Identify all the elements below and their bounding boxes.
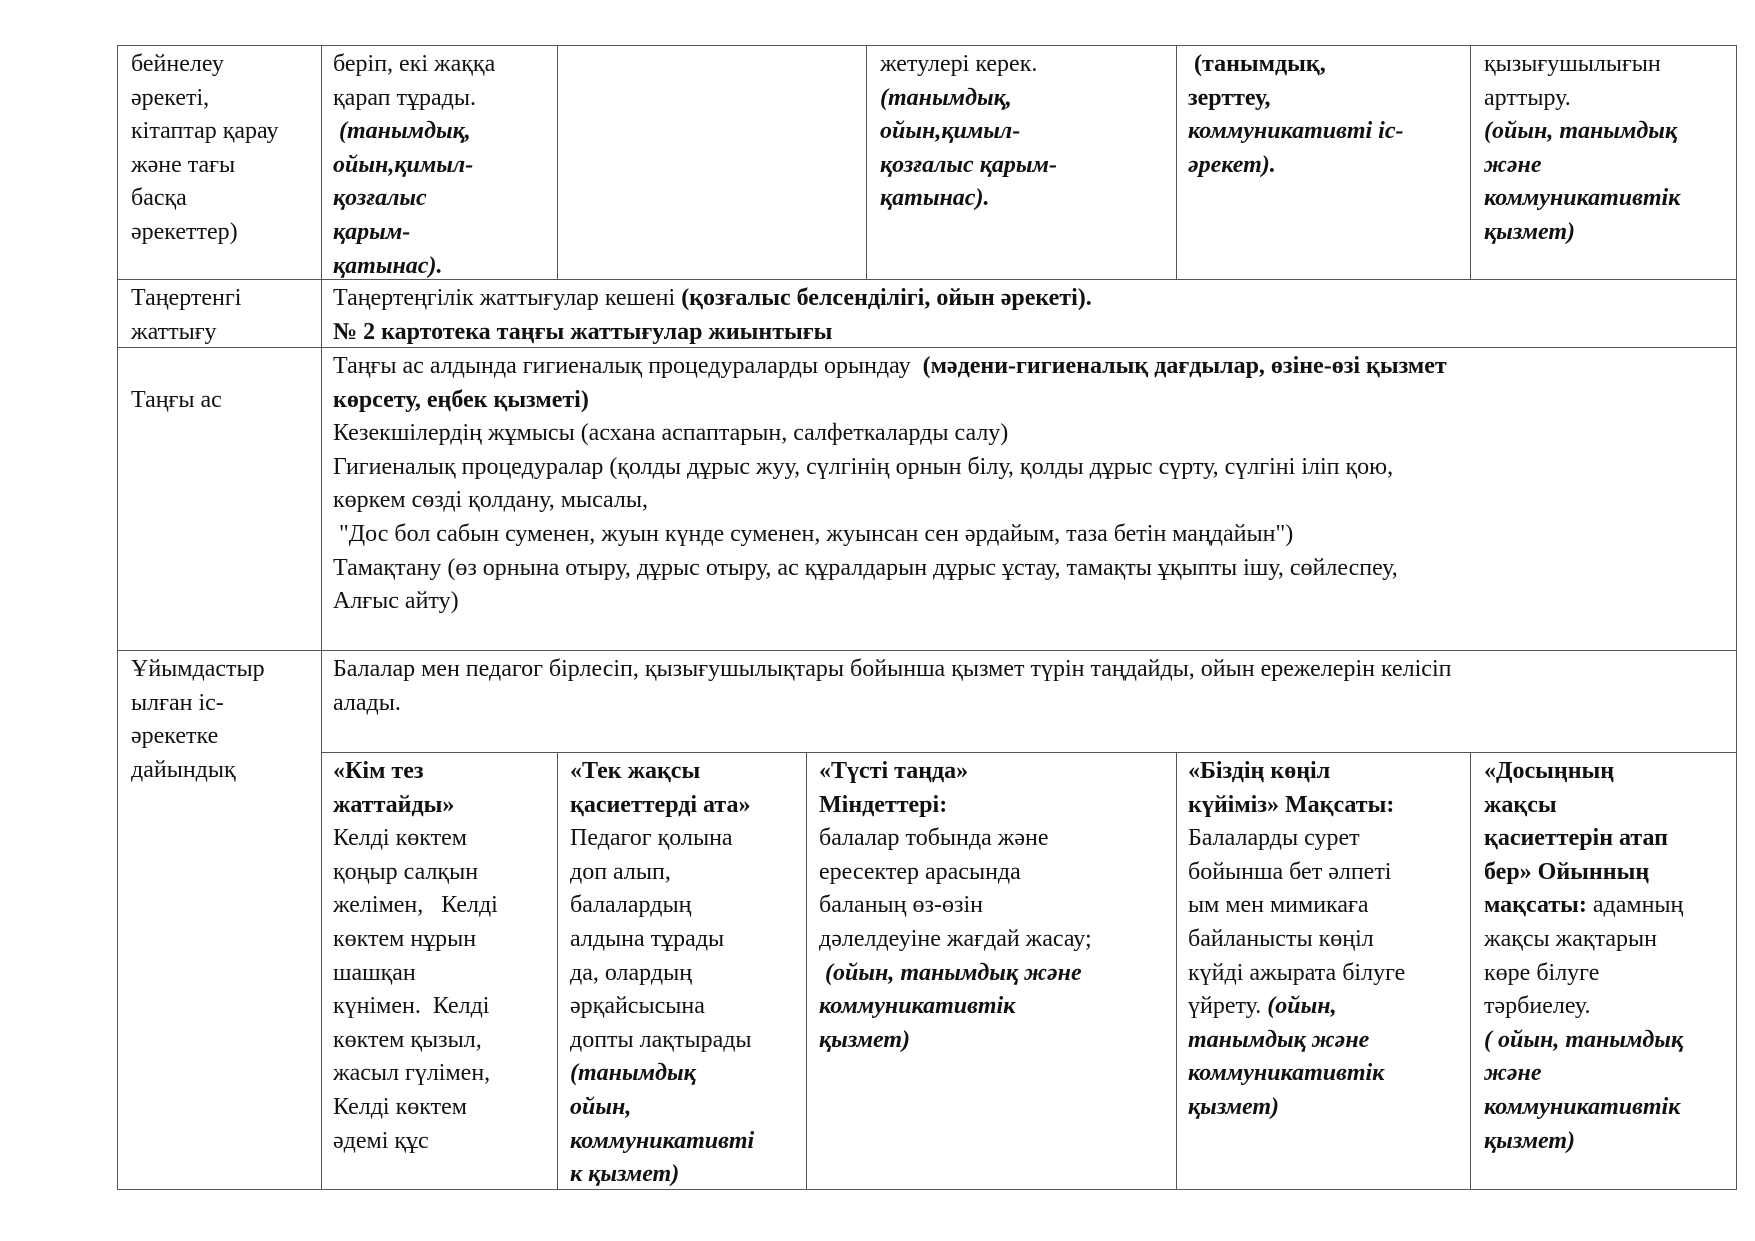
activity-type-note: танымдық және [1188, 1026, 1370, 1053]
cell-text-line: ым мен мимикаға [1188, 892, 1369, 919]
cell-text-line: жақсы жақтарын [1484, 925, 1657, 952]
activity-type-note: (мәдени-гигиеналық дағдылар, өзіне-өзі қызмет [922, 353, 1447, 379]
activity-type-note: коммуникативтік [1484, 1093, 1681, 1120]
morning-exercise-label [131, 282, 241, 349]
game-dosynnyn-zhaksy-kasietterin [1484, 755, 1683, 1158]
activity-type-note: ойын,қимыл- [880, 118, 1021, 145]
cell-text-line: да, олардың [570, 959, 693, 986]
row1-thursday-cell [1188, 48, 1404, 182]
cell-text-line: бейнелеу [131, 51, 224, 77]
organized-activity-intro [333, 653, 1451, 720]
cell-text-line: бойынша бет әлпеті [1188, 858, 1392, 885]
game-goal-label: мақсаты: [1484, 892, 1587, 919]
activity-type-note: коммуникативті [570, 1127, 755, 1154]
row-divider [321, 752, 1737, 753]
poem-line: "Дос бол сабын суменен, жуын күнде суменен, жуынсан сен әрдайым, таза бетін маңдайын") [333, 520, 1294, 547]
activity-type-note: қозғалыс қарым- [880, 151, 1057, 178]
activity-type-note: коммуникативтік [819, 993, 1016, 1020]
exercise-card-title: № 2 картотека таңғы жаттығулар жиынтығы [333, 318, 833, 345]
breakfast-content [333, 350, 1447, 619]
row1-friday-cell [1484, 48, 1680, 250]
activity-type-note: (ойын, [1267, 993, 1337, 1020]
poem-line: күнімен. Келді [333, 993, 490, 1020]
col-divider [557, 45, 558, 279]
table-border-left [117, 45, 118, 1190]
game-title: «Түсті таңда» [819, 758, 969, 784]
row-label-line: жаттығу [131, 318, 217, 345]
poem-line: көктем нұрын [333, 925, 477, 952]
poem-line: әдемі құс [333, 1127, 429, 1154]
game-title: күйіміз» Мақсаты: [1188, 791, 1395, 818]
activity-type-note: (танымдық, [333, 118, 471, 145]
cell-text: адамның [1586, 892, 1684, 919]
activity-type-note: қозғалыс [333, 185, 427, 212]
cell-text-line: күйді ажырата білуге [1188, 959, 1406, 986]
game-bizdin-konil-kuiimiz [1188, 755, 1405, 1125]
organized-activity-label [131, 653, 265, 787]
cell-text-line: Педагог қолына [570, 825, 733, 852]
row-label-line: дайындық [131, 756, 236, 783]
col-divider [806, 752, 807, 1189]
activity-type-note: және [1484, 1060, 1542, 1087]
row-label-line: Таңертенгі [131, 285, 242, 311]
col-divider [1470, 45, 1471, 279]
game-title: «Біздің көңіл [1188, 758, 1331, 784]
activity-type-note: қызмет) [1484, 1127, 1576, 1154]
activity-type-note: (танымдық, [1188, 51, 1326, 77]
game-title: жаттайды» [333, 791, 455, 818]
activity-type-note: қарым- [333, 218, 411, 245]
game-tusti-tanda [819, 755, 1092, 1057]
table-border-top [117, 45, 1737, 46]
row-label-line: әрекетке [131, 723, 219, 750]
cell-text-line: және тағы [131, 151, 236, 178]
cell-text-line: қызығушылығын [1484, 51, 1661, 77]
cell-text-line: байланысты көңіл [1188, 925, 1374, 952]
activity-type-note: (танымдық, [880, 84, 1012, 111]
breakfast-label [131, 384, 222, 418]
cell-text-line: доп алып, [570, 858, 671, 885]
table-border-right [1736, 45, 1737, 1190]
poem-line: Келді көктем [333, 825, 467, 852]
row-divider [117, 650, 1737, 651]
activity-type-note: әрекет). [1188, 151, 1276, 178]
activity-type-note: және [1484, 151, 1542, 178]
col-divider [1176, 752, 1177, 1189]
cell-text-line: алады. [333, 689, 401, 716]
activity-type-note: коммуникативтік [1188, 1060, 1385, 1087]
game-title: қасиеттерді ата» [570, 791, 751, 818]
poem-line: жасыл гүлімен, [333, 1060, 491, 1087]
activity-type-note: зерттеу, [1188, 84, 1271, 111]
cell-text-line: тәрбиелеу. [1484, 993, 1591, 1020]
row1-activity-types-cell [131, 48, 278, 250]
activity-type-note: көрсету, еңбек қызметі) [333, 386, 589, 413]
cell-text-line: ересектер арасында [819, 858, 1021, 885]
cell-text-line: көре білуге [1484, 959, 1600, 986]
row1-monday-cell [333, 48, 495, 283]
activity-type-note: қатынас). [880, 185, 990, 212]
game-goal-label: Міндеттері: [819, 791, 948, 818]
activity-type-note: қызмет) [1484, 218, 1576, 245]
cell-text-line: балалардың [570, 892, 692, 919]
game-kim-tez-zhattaidy [333, 755, 498, 1158]
row1-wednesday-cell [880, 48, 1057, 216]
cell-text-line: жетулері керек. [880, 51, 1038, 77]
game-title: «Тек жақсы [570, 758, 701, 784]
cell-text-line: Балаларды сурет [1188, 825, 1360, 852]
activity-type-note: ойын, [570, 1093, 632, 1120]
cell-text-line: алдына тұрады [570, 925, 725, 952]
cell-text-line: дәлелдеуіне жағдай жасау; [819, 925, 1092, 952]
cell-text-line: Алғыс айту) [333, 588, 459, 615]
activity-type-note: коммуникативті іс- [1188, 118, 1404, 145]
poem-line: қоңыр салқын [333, 858, 479, 885]
activity-type-note: ( ойын, танымдық [1484, 1026, 1684, 1053]
cell-text-line: Кезекшілердің жұмысы (асхана аспаптарын, салфеткаларды салу) [333, 420, 1009, 447]
col-divider [321, 45, 322, 1190]
activity-type-note: (танымдық [570, 1060, 696, 1087]
activity-type-note: (ойын, танымдық және [819, 959, 1082, 986]
row-label-line: Ұйымдастыр [131, 656, 265, 682]
table-border-bottom [117, 1189, 1737, 1190]
activity-type-note: коммуникативтік [1484, 185, 1681, 212]
morning-exercise-content [333, 282, 1092, 349]
activity-type-note: қызмет) [819, 1026, 911, 1053]
game-title: жақсы [1484, 791, 1557, 818]
col-divider [1176, 45, 1177, 279]
activity-type-note: (қозғалыс белсенділігі, ойын әрекеті). [681, 285, 1092, 311]
poem-line: желімен, Келді [333, 892, 498, 919]
cell-text-line: арттыру. [1484, 84, 1571, 111]
cell-text-line: Балалар мен педагог бірлесіп, қызығушылықтары бойынша қызмет түрін таңдайды, ойын ережелерін келісіп [333, 656, 1452, 682]
col-divider [866, 45, 867, 279]
cell-text-line: қарап тұрады. [333, 84, 476, 111]
col-divider [557, 752, 558, 1189]
poem-line: көктем қызыл, [333, 1026, 482, 1053]
cell-text: үйрету. [1188, 993, 1268, 1020]
cell-text-line: Тамақтану (өз орнына отыру, дұрыс отыру, ас құралдарын дұрыс ұстау, тамақты ұқыпты ішу, сөйлеспеу, [333, 554, 1398, 581]
activity-type-note: қатынас). [333, 252, 443, 279]
cell-text-line: допты лақтырады [570, 1026, 752, 1053]
activity-type-note: ойын,қимыл- [333, 151, 474, 178]
game-title: «Досыңның [1484, 758, 1615, 784]
poem-line: шашқан [333, 959, 416, 986]
activity-type-note: к қызмет) [570, 1161, 680, 1188]
game-title: қасиеттерін атап [1484, 825, 1669, 852]
poem-line: Келді көктем [333, 1093, 467, 1120]
row-label-line: ылған іс- [131, 689, 224, 716]
cell-text-line: кітаптар қарау [131, 118, 279, 145]
col-divider [1470, 752, 1471, 1189]
cell-text: Таңғы ас алдында гигиеналық процедураларды орындау [333, 353, 923, 379]
cell-text-line: Гигиеналық процедуралар (қолды дұрыс жуу, сүлгінің орнын білу, қолды дұрыс сүрту, сүлгіні іліп қою, [333, 453, 1394, 480]
activity-type-note: (ойын, танымдық [1484, 118, 1678, 145]
cell-text-line: беріп, екі жаққа [333, 51, 496, 77]
cell-text-line: баланың өз-өзін [819, 892, 983, 919]
row-label-line: Таңғы ас [131, 387, 222, 413]
cell-text-line: әрқайсысына [570, 993, 705, 1020]
cell-text-line: балалар тобында және [819, 825, 1049, 852]
activity-type-note: қызмет) [1188, 1093, 1280, 1120]
game-title: бер» Ойынның [1484, 858, 1650, 885]
cell-text-line: көркем сөзді қолдану, мысалы, [333, 487, 648, 514]
game-title: «Кім тез [333, 758, 424, 784]
cell-text-line: әрекеті, [131, 84, 210, 111]
cell-text: Таңертеңгілік жаттығулар кешені [333, 285, 682, 311]
cell-text-line: әрекеттер) [131, 218, 238, 245]
game-tek-zhaksy-kasietterdi-ata [570, 755, 754, 1192]
cell-text-line: басқа [131, 185, 187, 212]
